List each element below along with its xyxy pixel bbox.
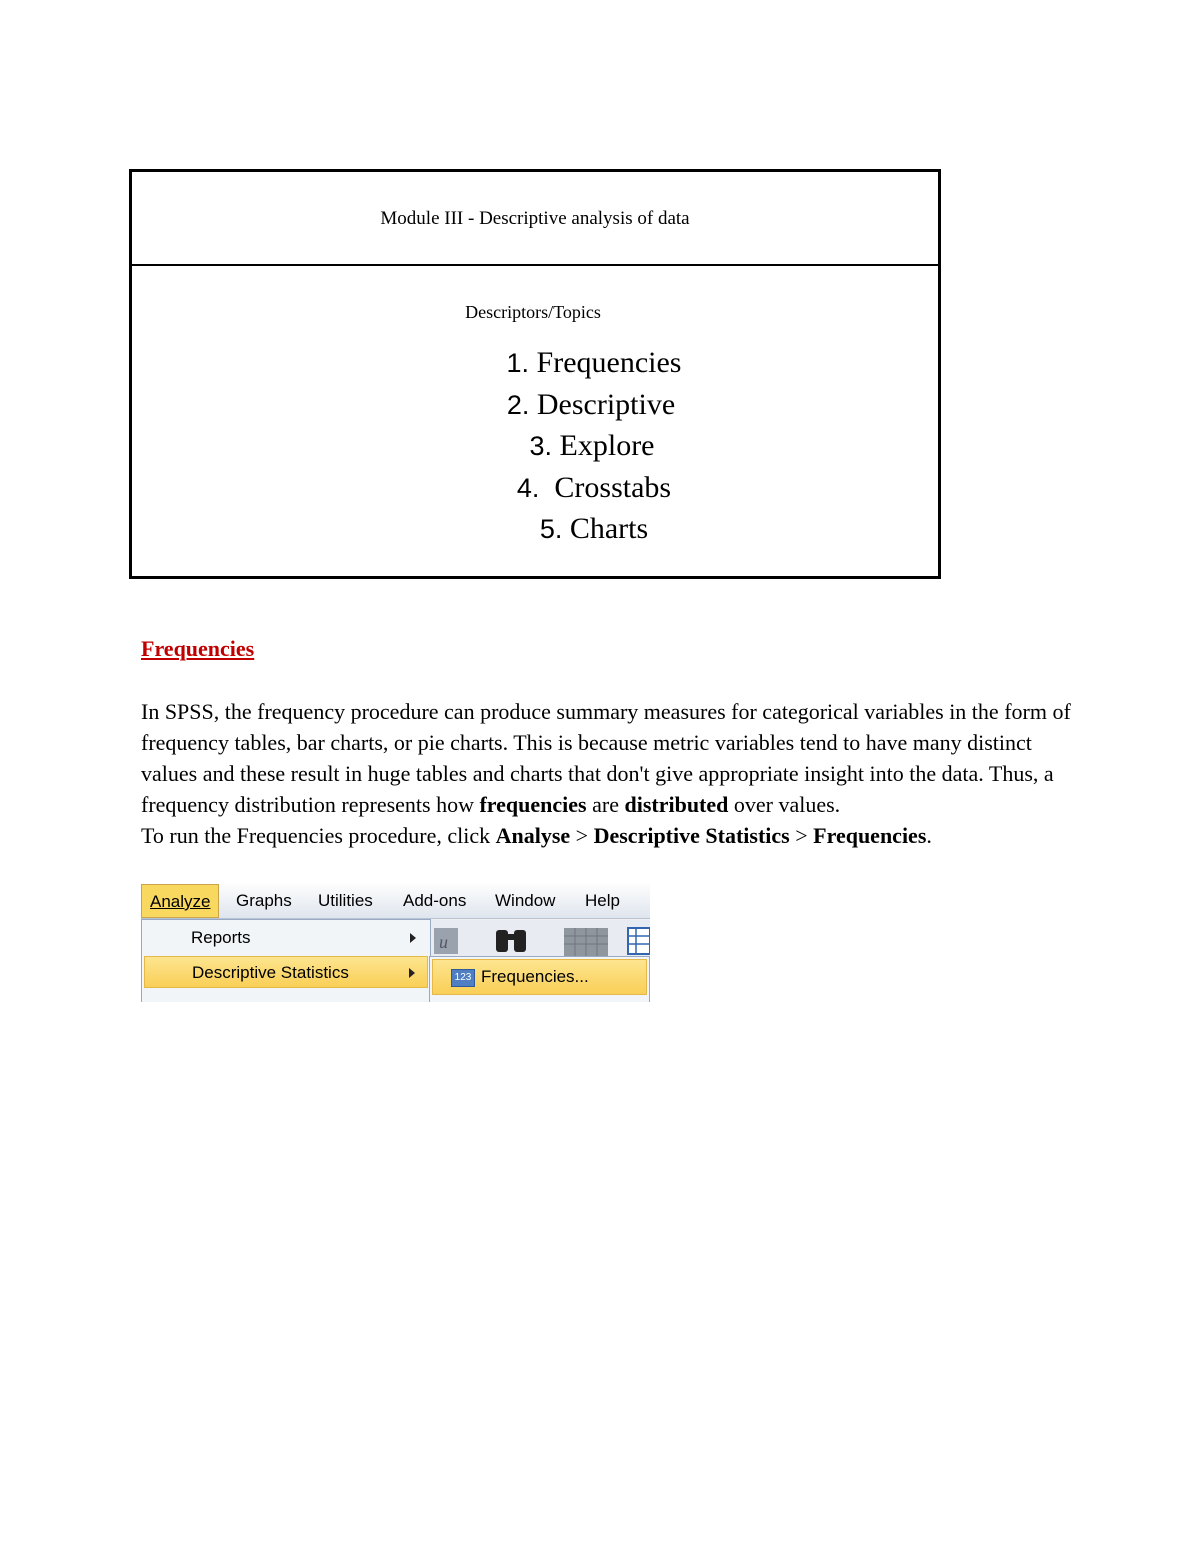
grid-icon[interactable] [564,926,608,956]
bold-term: Frequencies [813,823,927,848]
paragraph-text: In SPSS, the frequency procedure can produce summary measures for categorical variables in the form of frequency tables, bar charts, or pie charts. This is because metric variables tend to have many distinct values and these result in huge tables and charts that don't give appropriate insight into the data. Thus, a frequency distribution represents how [141,699,1071,817]
menu-item-reports[interactable] [144,922,428,954]
toolbar [431,920,650,960]
menu-window[interactable]: Window [495,891,556,910]
menu-help[interactable]: Help [585,891,620,910]
instruction [141,820,1091,851]
menubar [141,884,650,919]
menu-item-descriptive-statistics[interactable] [144,956,428,988]
descriptive-statistics-submenu [429,956,650,1002]
binoculars-icon[interactable] [493,926,529,956]
bold-term: Analyse [495,823,571,848]
menu-item-label: Reports [191,928,251,947]
topic-item [132,467,938,509]
table-icon[interactable] [627,926,650,956]
topic-number: 5. [539,514,563,544]
module-title-cell [132,172,938,266]
menu-item-frequencies[interactable] [432,959,647,995]
svg-text:u: u [439,932,448,952]
frequencies-icon: 123 [451,969,475,987]
spss-menu-screenshot [141,884,650,1002]
menu-item-label: Frequencies... [481,967,589,986]
topic-number: 2. [506,389,530,420]
topic-item [132,384,938,426]
instruction-text: . [926,823,932,848]
section-heading: Frequencies [141,636,255,661]
instruction-separator: > [789,823,814,848]
variable-icon[interactable] [433,926,459,956]
topic-label: Charts [569,512,649,545]
topic-item [132,425,938,467]
analyze-dropdown [141,919,431,1002]
module-box [129,169,941,579]
instruction-separator: > [570,823,594,848]
bold-term: distributed [624,792,729,817]
topic-list [132,342,938,550]
submenu-arrow-icon [409,968,415,978]
module-title: Module III - Descriptive analysis of data [380,208,690,229]
topic-item [132,342,938,384]
menu-analyze[interactable]: Analyze [141,884,219,918]
paragraph-text: over values. [728,792,841,817]
submenu-arrow-icon [410,933,416,943]
topic-number: 1. [506,348,530,378]
bold-term: frequencies [479,792,587,817]
menu-item-label: Descriptive Statistics [192,963,349,982]
topic-label: Frequencies [536,346,682,379]
topic-label: Descriptive [536,387,676,421]
topic-label: Crosstabs [546,470,672,504]
menu-utilities[interactable]: Utilities [318,891,373,910]
topic-item [132,508,938,550]
bold-term: Descriptive Statistics [593,823,790,848]
menu-graphs[interactable]: Graphs [236,891,292,910]
paragraph-text: are [586,792,625,817]
topic-number: 4. [516,472,540,503]
topics-label-text: Descriptors/Topics [465,302,601,322]
topic-label: Explore [559,429,655,462]
topics-label [132,302,938,323]
menu-addons[interactable]: Add-ons [403,891,467,910]
topic-number: 3. [529,431,553,461]
instruction-text: To run the Frequencies procedure, click [141,823,496,848]
paragraph [141,696,1091,820]
body-text [141,696,1091,851]
